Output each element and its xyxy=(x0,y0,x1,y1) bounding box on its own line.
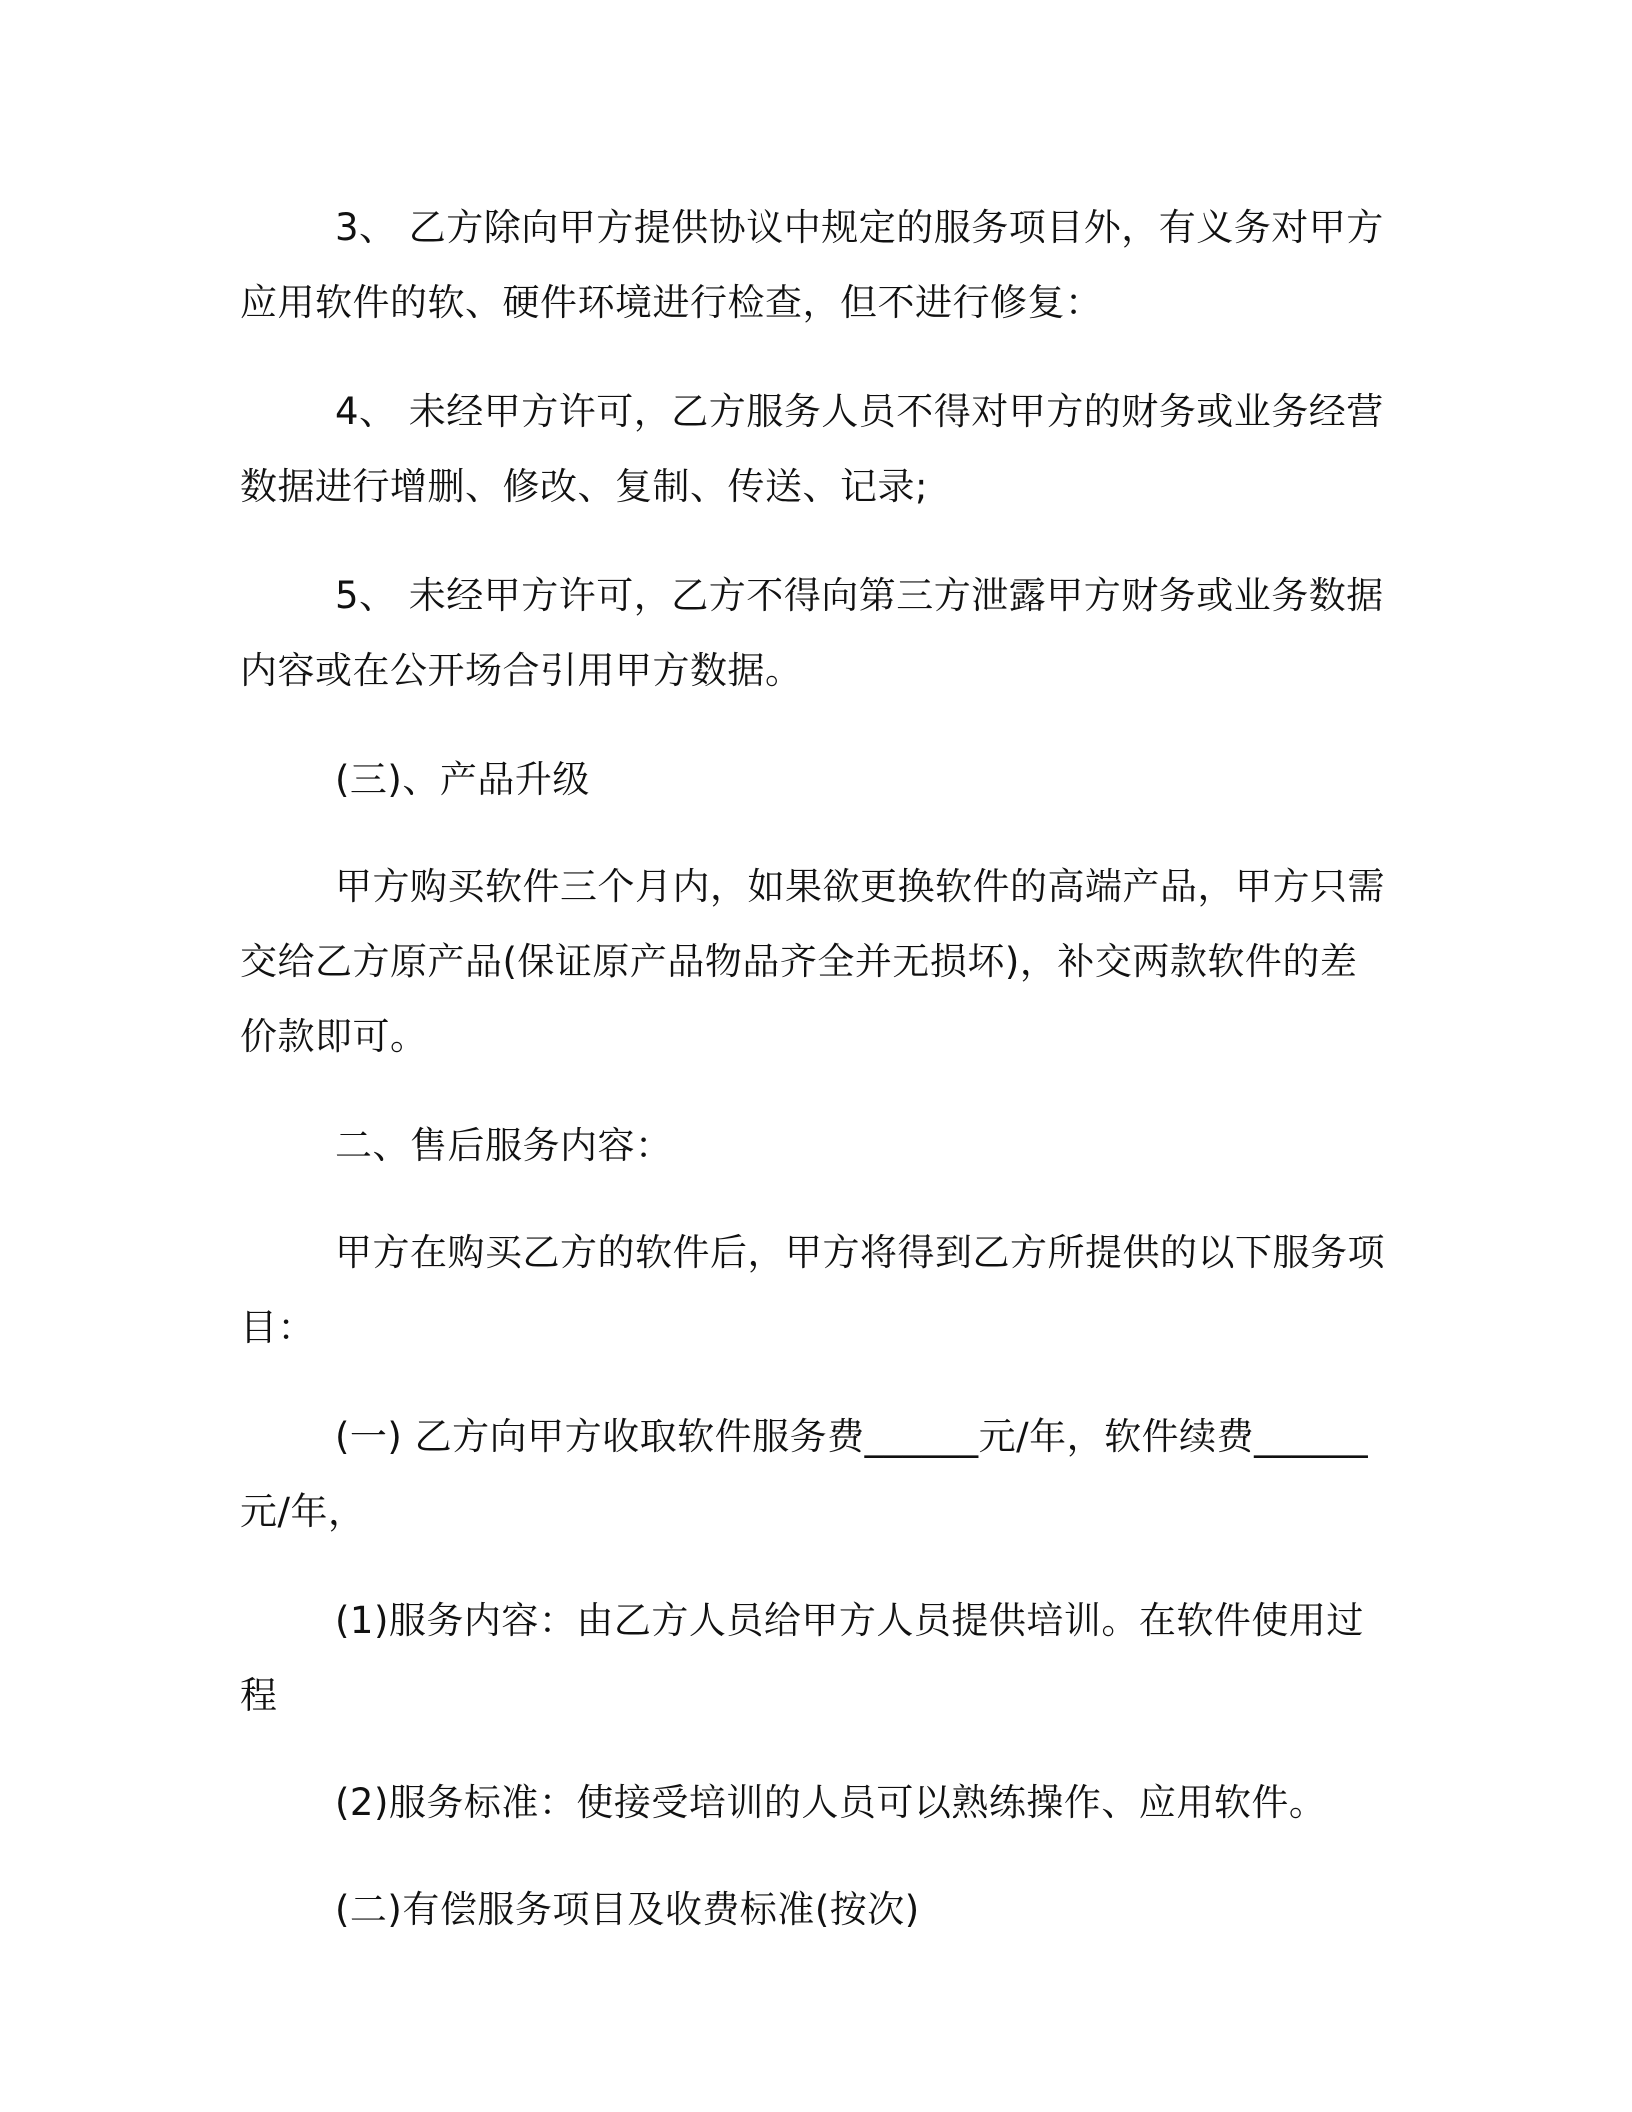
paragraph-product-upgrade: 甲方购买软件三个月内，如果欲更换软件的高端产品，甲方只需交给乙方原产品(保证原产品物品齐全并无损坏)，补交两款软件的差价款即可。 xyxy=(240,865,1385,1058)
paragraph-service-standard: (2)服务标准：使接受培训的人员可以熟练操作、应用软件。 xyxy=(335,1781,1327,1824)
document-body xyxy=(240,190,1390,1979)
paragraph-service-content: (1)服务内容：由乙方人员给甲方人员提供培训。在软件使用过程 xyxy=(240,1599,1364,1717)
section-heading-product-upgrade: (三)、产品升级 xyxy=(335,758,590,801)
section-heading-paid-services: (二)有偿服务项目及收费标准(按次) xyxy=(335,1888,920,1931)
paragraph-service-fee: (一) 乙方向甲方收取软件服务费______元/年，软件续费______元/年， xyxy=(240,1415,1369,1533)
paragraph-item-5: 5、 未经甲方许可，乙方不得向第三方泄露甲方财务或业务数据内容或在公开场合引用甲方数据。 xyxy=(240,574,1384,692)
section-heading-after-sales: 二、售后服务内容： xyxy=(335,1124,673,1167)
paragraph-item-4: 4、 未经甲方许可，乙方服务人员不得对甲方的财务或业务经营数据进行增删、修改、复制、传送、记录; xyxy=(240,390,1384,508)
paragraph-item-3: 3、 乙方除向甲方提供协议中规定的服务项目外，有义务对甲方应用软件的软、硬件环境进行检查，但不进行修复： xyxy=(240,206,1384,324)
paragraph-service-intro: 甲方在购买乙方的软件后，甲方将得到乙方所提供的以下服务项目： xyxy=(240,1231,1385,1349)
